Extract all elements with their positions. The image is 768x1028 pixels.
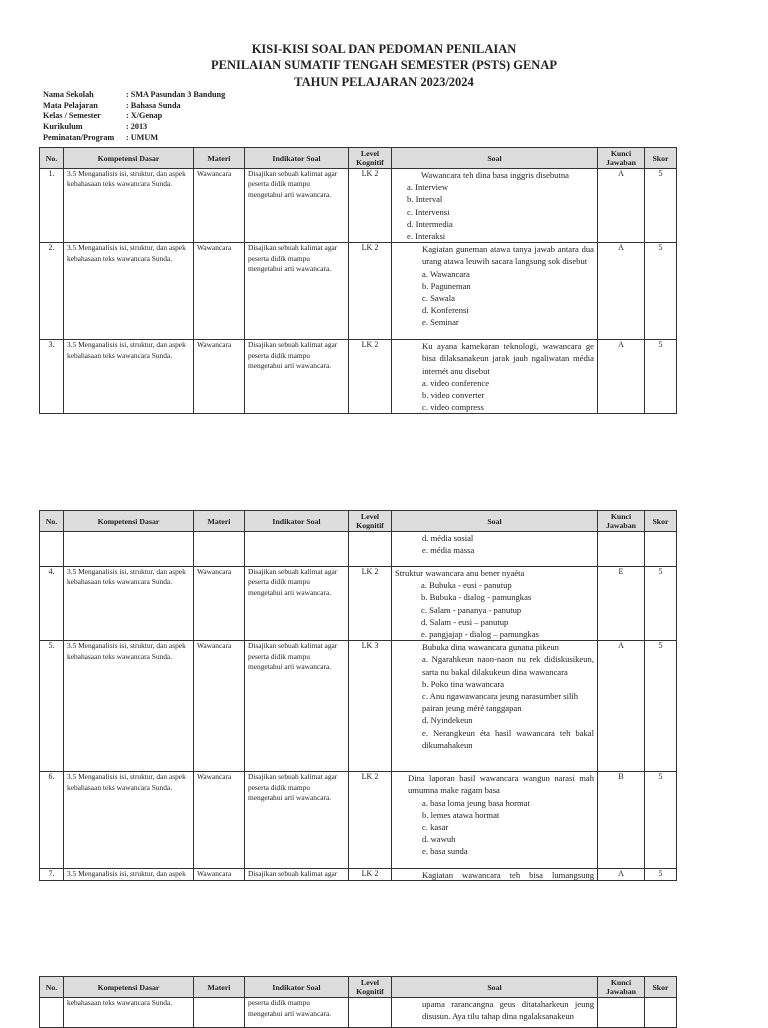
option: d. wawuh bbox=[422, 834, 456, 845]
row-kd: 3.5 Menganalisis isi, struktur, dan aspek kebahasaan teks wawancara Sunda. bbox=[64, 772, 194, 869]
info-value: : SMA Pasundan 3 Bandung bbox=[126, 90, 226, 99]
doc-title-line1: KISI-KISI SOAL DAN PEDOMAN PENILAIAN bbox=[251, 42, 517, 56]
info-key: Kurikulum bbox=[43, 122, 83, 132]
info-key: Mata Pelajaran bbox=[43, 100, 98, 110]
table-row bbox=[40, 641, 677, 772]
option: c. Anu ngawawancara jeung narasumber silih pairan jeung méré tanggapan bbox=[422, 691, 579, 714]
header-no: No. bbox=[40, 511, 64, 532]
info-value: : X/Genap bbox=[126, 111, 163, 121]
row-indikator bbox=[245, 869, 349, 881]
row-level bbox=[349, 532, 392, 567]
table-row bbox=[40, 243, 677, 340]
table-row bbox=[40, 169, 677, 243]
kisi-table-page3 bbox=[39, 976, 677, 1028]
row-skor bbox=[645, 532, 677, 567]
table-header-row bbox=[40, 977, 677, 998]
header-indikator: Indikator Soal bbox=[245, 977, 349, 998]
option: c. Salam - pananya - panutup bbox=[421, 604, 522, 615]
row-level: LK 2 bbox=[349, 869, 392, 881]
header-skor: Skor bbox=[645, 977, 677, 998]
row-no: 2. bbox=[40, 243, 64, 340]
row-materi: Wawancara bbox=[194, 567, 245, 641]
option: a. Bubuka - eusi - panutup bbox=[421, 580, 512, 591]
row-level bbox=[349, 998, 392, 1028]
header-indikator: Indikator Soal bbox=[245, 511, 349, 532]
row-kd-text: 3.5 Menganalisis isi, struktur, dan aspek bbox=[67, 869, 186, 879]
question-text: Dina laporan hasil wawancara wangun narasi mah umumna make ragam basa bbox=[408, 773, 594, 796]
option: d. Konferensi bbox=[422, 305, 469, 316]
option: b. lemes atawa hormat bbox=[422, 809, 500, 820]
question-text: upama rarancangna geus ditataharkeun jeung disusun. Aya tilu tahap dina ngalaksanakeun bbox=[422, 999, 594, 1022]
info-key: Peminatan/Program bbox=[43, 132, 115, 142]
header-level: Level Kognitif bbox=[349, 511, 392, 532]
row-level: LK 2 bbox=[349, 772, 392, 869]
table-row bbox=[40, 567, 677, 641]
header-skor: Skor bbox=[645, 148, 677, 169]
header-no: No. bbox=[40, 148, 64, 169]
row-kunci: B bbox=[598, 772, 645, 869]
row-skor: 5 bbox=[645, 772, 677, 869]
row-skor: 5 bbox=[645, 169, 677, 243]
table-row-continuation bbox=[40, 532, 677, 567]
info-value: : 2013 bbox=[126, 122, 148, 132]
row-indikator: Disajikan sebuah kalimat agar peserta didik mampu mengetahui arti wawancara. bbox=[245, 772, 349, 869]
table-header-row bbox=[40, 511, 677, 532]
option: a. basa loma jeung basa hormat bbox=[422, 797, 530, 808]
row-materi: Wawancara bbox=[194, 243, 245, 340]
header-kd: Kompetensi Dasar bbox=[64, 148, 194, 169]
header-materi: Materi bbox=[194, 148, 245, 169]
row-level: LK 2 bbox=[349, 169, 392, 243]
row-materi bbox=[194, 998, 245, 1028]
row-soal bbox=[392, 772, 598, 869]
row-indikator: Disajikan sebuah kalimat agar peserta didik mampu mengetahui arti wawancara. bbox=[245, 243, 349, 340]
info-block bbox=[43, 90, 225, 144]
option: e. pangjajap - dialog – pamungkas bbox=[421, 629, 539, 640]
row-soal bbox=[392, 869, 598, 881]
option: d. Intermedia bbox=[407, 218, 453, 229]
option: e. basa sunda bbox=[422, 846, 468, 857]
header-kunci: Kunci Jawaban bbox=[598, 511, 645, 532]
option: a. Interview bbox=[407, 182, 449, 193]
header-materi: Materi bbox=[194, 511, 245, 532]
row-kunci bbox=[598, 532, 645, 567]
info-value: : UMUM bbox=[126, 132, 159, 142]
kisi-table-page1 bbox=[39, 147, 677, 414]
doc-title-line2: PENILAIAN SUMATIF TENGAH SEMESTER (PSTS) GENAP bbox=[210, 58, 557, 72]
question-text: Wawancara teh dina basa inggris disebutna bbox=[421, 170, 569, 180]
option: e. Interaksi bbox=[407, 231, 446, 242]
header-level: Level Kognitif bbox=[349, 977, 392, 998]
table-row bbox=[40, 340, 677, 414]
option: a. video conference bbox=[422, 377, 490, 388]
question-text: Kagiatan guneman atawa tanya jawab antara dua urang atawa leuwih sacara langsung sok disebut bbox=[422, 244, 594, 267]
option: d. média sosial bbox=[422, 533, 474, 543]
option: d. Nyindekeun bbox=[422, 715, 473, 726]
row-kunci: A bbox=[598, 340, 645, 414]
row-soal bbox=[392, 169, 598, 243]
row-indikator: Disajikan sebuah kalimat agar peserta didik mampu mengetahui arti wawancara. bbox=[245, 340, 349, 414]
header-level: Level Kognitif bbox=[349, 148, 392, 169]
option: b. Paguneman bbox=[422, 280, 471, 291]
doc-title-line3: TAHUN PELAJARAN 2023/2024 bbox=[294, 75, 474, 89]
row-materi: Wawancara bbox=[194, 169, 245, 243]
option: a. Ngarahkeun naon-naon nu rek didiskusikeun, sarta nu bakal dilakukeun dina wawancara bbox=[422, 654, 594, 677]
row-soal bbox=[392, 998, 598, 1028]
row-soal bbox=[392, 243, 598, 340]
table-row bbox=[40, 869, 677, 881]
header-soal: Soal bbox=[392, 511, 598, 532]
row-no bbox=[40, 532, 64, 567]
row-kd: 3.5 Menganalisis isi, struktur, dan aspek kebahasaan teks wawancara Sunda. bbox=[64, 641, 194, 772]
row-skor bbox=[645, 998, 677, 1028]
table-row-continuation bbox=[40, 998, 677, 1028]
option: b. Poko tina wawancara bbox=[422, 678, 505, 689]
row-soal bbox=[392, 641, 598, 772]
option: b. Interval bbox=[407, 194, 443, 205]
row-kd bbox=[64, 869, 194, 881]
header-kunci: Kunci Jawaban bbox=[598, 148, 645, 169]
row-materi: Wawancara bbox=[194, 772, 245, 869]
row-no: 5. bbox=[40, 641, 64, 772]
row-soal bbox=[392, 340, 598, 414]
question-text: Struktur wawancara anu bener nyaéta bbox=[395, 568, 525, 578]
row-no: 3. bbox=[40, 340, 64, 414]
row-soal bbox=[392, 567, 598, 641]
header-kd: Kompetensi Dasar bbox=[64, 511, 194, 532]
row-kd-text: kebahasaan teks wawancara Sunda. bbox=[67, 998, 173, 1008]
row-indikator bbox=[245, 998, 349, 1028]
row-skor: 5 bbox=[645, 869, 677, 881]
row-no: 6. bbox=[40, 772, 64, 869]
row-skor: 5 bbox=[645, 243, 677, 340]
row-indikator-text: peserta didik mampu mengetahui arti wawancara. bbox=[248, 998, 332, 1018]
row-indikator: Disajikan sebuah kalimat agar peserta didik mampu mengetahui arti wawancara. bbox=[245, 641, 349, 772]
row-skor: 5 bbox=[645, 567, 677, 641]
header-skor: Skor bbox=[645, 511, 677, 532]
header-soal: Soal bbox=[392, 977, 598, 998]
row-indikator: Disajikan sebuah kalimat agar peserta didik mampu mengetahui arti wawancara. bbox=[245, 567, 349, 641]
row-level: LK 2 bbox=[349, 243, 392, 340]
option: e. Seminar bbox=[422, 317, 459, 328]
row-kd bbox=[64, 998, 194, 1028]
row-materi: Wawancara bbox=[194, 340, 245, 414]
row-materi: Wawancara bbox=[194, 869, 245, 881]
row-level: LK 2 bbox=[349, 340, 392, 414]
row-kd bbox=[64, 532, 194, 567]
row-kd: 3.5 Menganalisis isi, struktur, dan aspek kebahasaan teks wawancara Sunda. bbox=[64, 243, 194, 340]
row-materi bbox=[194, 532, 245, 567]
option: a. Wawancara bbox=[422, 268, 470, 279]
row-kunci: A bbox=[598, 641, 645, 772]
row-indikator: Disajikan sebuah kalimat agar peserta didik mampu mengetahui arti wawancara. bbox=[245, 169, 349, 243]
header-materi: Materi bbox=[194, 977, 245, 998]
info-key: Nama Sekolah bbox=[43, 90, 94, 99]
row-kunci: A bbox=[598, 243, 645, 340]
row-skor: 5 bbox=[645, 340, 677, 414]
option: b. Bubuka - dialog - pamungkas bbox=[421, 592, 532, 603]
option: e. média massa bbox=[422, 545, 475, 556]
kisi-table-page2 bbox=[39, 510, 677, 881]
question-text: Kagiatan wawancara teh bisa lumangsung bbox=[422, 870, 594, 881]
table-row bbox=[40, 772, 677, 869]
row-level: LK 3 bbox=[349, 641, 392, 772]
row-soal bbox=[392, 532, 598, 567]
question-text: Bubuka dina wawancara gunana pikeun bbox=[422, 642, 559, 653]
option: b. video converter bbox=[422, 390, 485, 401]
row-kunci: A bbox=[598, 169, 645, 243]
row-kd: 3.5 Menganalisis isi, struktur, dan aspek kebahasaan teks wawancara Sunda. bbox=[64, 169, 194, 243]
row-kunci: E bbox=[598, 567, 645, 641]
header-no: No. bbox=[40, 977, 64, 998]
option: e. Nerangkeun éta hasil wawancara teh bakal dikumahakeun bbox=[422, 727, 594, 750]
option: c. Sawala bbox=[422, 293, 455, 304]
row-kunci: A bbox=[598, 869, 645, 881]
row-materi: Wawancara bbox=[194, 641, 245, 772]
row-no: 4. bbox=[40, 567, 64, 641]
header-kd: Kompetensi Dasar bbox=[64, 977, 194, 998]
header-indikator: Indikator Soal bbox=[245, 148, 349, 169]
option: c. kasar bbox=[422, 822, 449, 833]
option: d. Salam - eusi – panutup bbox=[421, 616, 509, 627]
info-key: Kelas / Semester bbox=[43, 111, 101, 121]
row-kd: 3.5 Menganalisis isi, struktur, dan aspek kebahasaan teks wawancara Sunda. bbox=[64, 567, 194, 641]
row-no bbox=[40, 998, 64, 1028]
info-value: : Bahasa Sunda bbox=[126, 100, 181, 110]
option: c. Intervensi bbox=[407, 206, 450, 217]
header-kunci: Kunci Jawaban bbox=[598, 977, 645, 998]
row-level: LK 2 bbox=[349, 567, 392, 641]
row-kunci bbox=[598, 998, 645, 1028]
question-text: Ku ayana kamekaran teknologi, wawancara ge bisa dilaksanakeun jarak jauh ngaliwatan média internét anu disebut bbox=[422, 341, 594, 376]
row-kd: 3.5 Menganalisis isi, struktur, dan aspek kebahasaan teks wawancara Sunda. bbox=[64, 340, 194, 414]
row-skor: 5 bbox=[645, 641, 677, 772]
row-no: 1. bbox=[40, 169, 64, 243]
header-soal: Soal bbox=[392, 148, 598, 169]
option: c. video compress bbox=[422, 402, 484, 413]
row-no: 7. bbox=[40, 869, 64, 881]
row-indikator-text: Disajikan sebuah kalimat agar bbox=[248, 869, 338, 879]
row-indikator bbox=[245, 532, 349, 567]
table-header-row bbox=[40, 148, 677, 169]
